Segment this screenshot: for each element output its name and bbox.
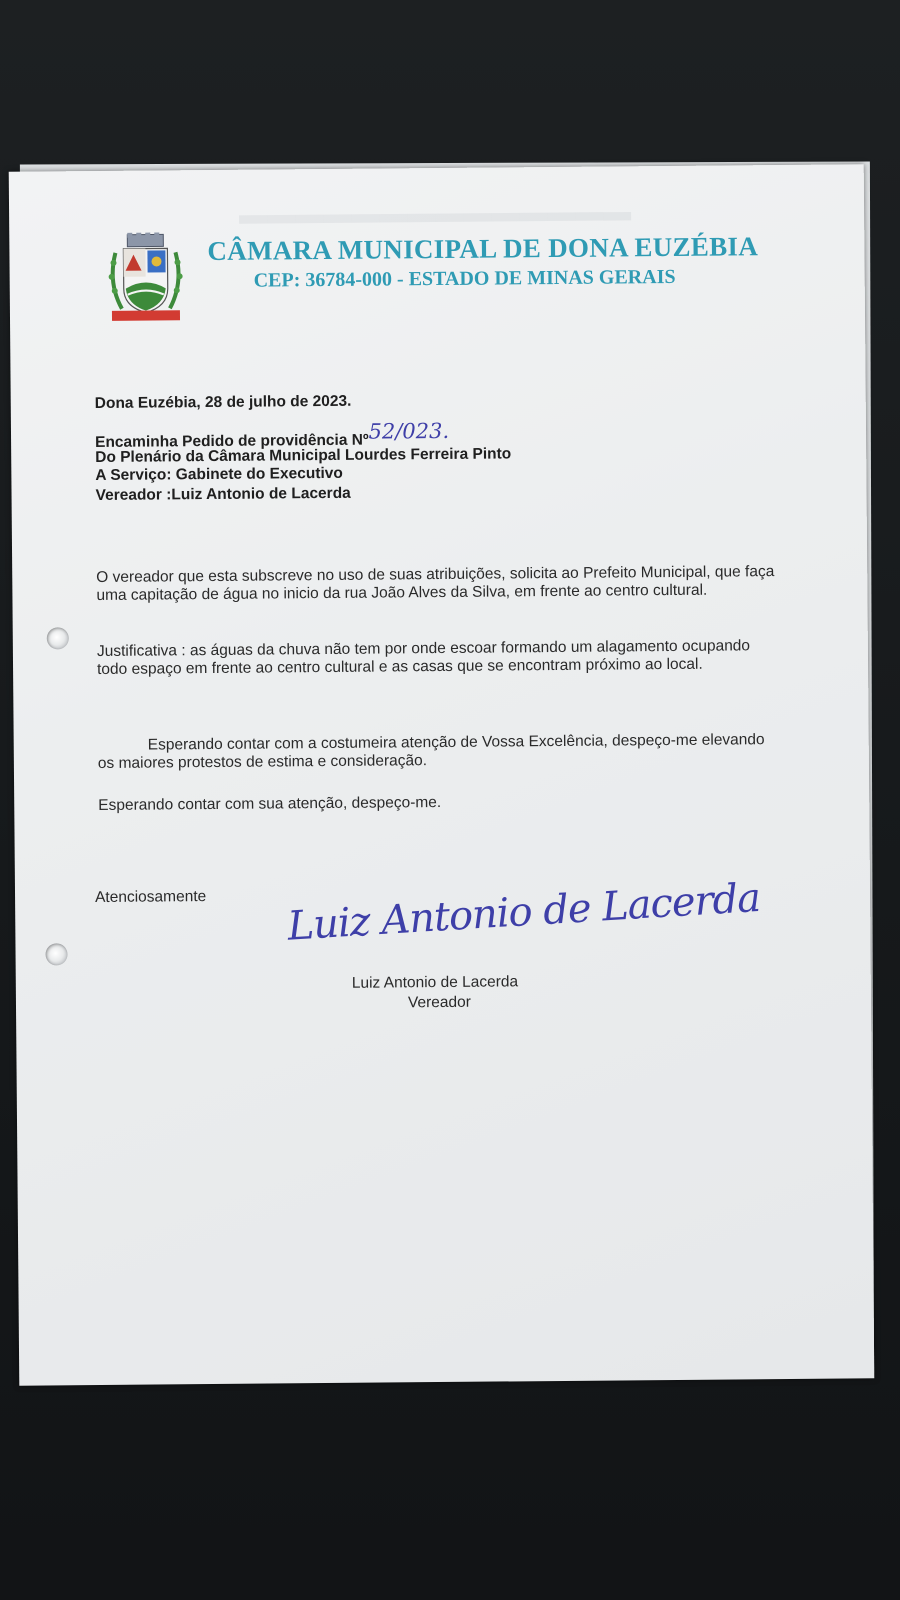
handwritten-signature <box>286 875 761 950</box>
punch-hole-icon <box>45 943 67 965</box>
letter-justification: Justificativa : as águas da chuva não tem por onde escoar formando um alagamento ocupando todo espaço em frente ao centro cultural e as casas que se encontram próximo ao local. <box>96 637 751 679</box>
to-line: A Serviço: Gabinete do Executivo <box>95 464 343 485</box>
councilor-line: Vereador :Luiz Antonio de Lacerda <box>95 484 351 505</box>
request-label: Encaminha Pedido de providência Nº <box>95 431 369 452</box>
letter-date: Dona Euzébia, 28 de julho de 2023. <box>94 392 352 413</box>
letter-salutation: Atenciosamente <box>94 888 207 907</box>
signer-role: Vereador <box>407 993 471 1012</box>
signature-text: Luiz Antonio de Lacerda <box>286 874 762 950</box>
municipal-crest-icon <box>105 232 186 325</box>
letter-closing-2: Esperando contar com sua atenção, despeço-me. <box>98 794 442 814</box>
letterhead-subtitle: CEP: 36784-000 - ESTADO DE MINAS GERAIS <box>253 265 676 292</box>
from-line: Do Plenário da Câmara Municipal Lourdes Ferreira Pinto <box>95 445 512 467</box>
letter-body: O vereador que esta subscreve no uso de suas atribuições, solicita ao Prefeito Municipal, que faça uma capitação de água no inicio da rua João Alves da Silva, em frente ao centro cultural. <box>96 563 775 605</box>
show-through-text: ▬▬▬▬▬▬▬▬▬▬▬▬▬▬ <box>238 196 632 231</box>
letterhead-title: CÂMARA MUNICIPAL DE DONA EUZÉBIA <box>207 231 759 267</box>
punch-hole-icon <box>47 627 69 649</box>
letter-closing-1: Esperando contar com a costumeira atenção de Vossa Excelência, despeço-me elevando os maiores protestos de estima e consideração. <box>97 731 765 772</box>
signer-name: Luiz Antonio de Lacerda <box>351 973 519 992</box>
document-page <box>9 164 875 1385</box>
request-number-handwritten: 52/023. <box>368 418 450 444</box>
